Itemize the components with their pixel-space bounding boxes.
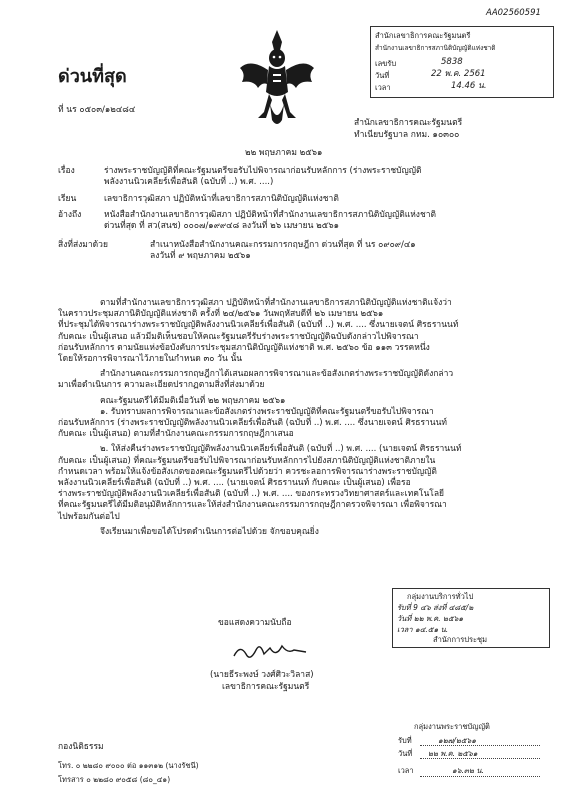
paragraph-line: ๑. รับทราบผลการพิจารณาและข้อสังเกตร่างพระราชบัญญัติที่คณะรัฐมนตรีขอรับไปพิจารณา bbox=[100, 406, 434, 417]
sender-organization: สำนักเลขาธิการคณะรัฐมนตรี bbox=[354, 118, 463, 128]
paragraph-3 bbox=[58, 396, 528, 407]
paragraph-4 bbox=[58, 407, 528, 441]
paragraph-6 bbox=[58, 527, 528, 538]
stamp3-time-value: ๑๖.๓๒ น. bbox=[452, 766, 484, 775]
stamp-time-label: เวลา bbox=[375, 83, 391, 92]
to-value: เลขาธิการวุฒิสภา ปฏิบัติหน้าที่เลขาธิการสภานิติบัญญัติแห่งชาติ bbox=[104, 194, 339, 204]
stamp-number: 5838 bbox=[441, 57, 463, 67]
paragraph-2 bbox=[58, 369, 528, 391]
paragraph-line: ตามที่สำนักงานเลขาธิการวุฒิสภา ปฏิบัติหน้าที่สำนักงานเลขาธิการสภานิติบัญญัติแห่งชาติแจ้งว่า bbox=[100, 298, 452, 308]
paragraph-line: ก่อนรับหลักการ ตามนัยแห่งข้อบังคับการประชุมสภานิติบัญญัติแห่งชาติ พ.ศ. ๒๕๖๐ ข้อ ๑๑๓ วรรคหนึ่ง bbox=[58, 342, 430, 353]
paragraph-line: ในคราวประชุมสภานิติบัญญัติแห่งชาติ ครั้งที่ ๒๔/๒๕๖๑ วันพฤหัสบดีที่ ๒๖ เมษายน ๒๕๖๑ bbox=[58, 309, 384, 320]
paragraph-line: คณะรัฐมนตรีได้มีมติเมื่อวันที่ ๒๒ พฤษภาคม ๒๕๖๑ bbox=[100, 395, 286, 406]
stamp2-time: เวลา ๑๔.๕๑ น. bbox=[397, 625, 449, 634]
footer-fax: โทรสาร ๐ ๒๒๘๐ ๙๐๕๘ (๘๐_๔๑) bbox=[58, 775, 171, 784]
signer-name: (นายธีระพงษ์ วงศ์ศิวะวิลาส) bbox=[210, 670, 314, 680]
header-fields bbox=[58, 166, 538, 264]
stamp2-office: กลุ่มงานบริการทั่วไป bbox=[407, 592, 474, 601]
stamp-agency: สำนักเลขาธิการคณะรัฐมนตรี bbox=[375, 31, 471, 40]
stamp-date: 22 พ.ค. 2561 bbox=[431, 69, 486, 79]
reference-row bbox=[58, 210, 538, 234]
paragraph-line: สำนักงานคณะกรรมการกฤษฎีกาได้เสนอผลการพิจารณาและข้อสังเกตร่างพระราชบัญญัติดังกล่าว bbox=[100, 369, 454, 380]
signature bbox=[230, 640, 310, 666]
paragraph-line: ก่อนรับหลักการ (ร่างพระราชบัญญัติพลังงานนิวเคลียร์เพื่อสันติ (ฉบับที่ ..) พ.ศ. .... ซึ่งนายเจตน์ ศิรธรานนท์ bbox=[58, 418, 448, 429]
stamp3-received-label: รับที่ bbox=[398, 736, 412, 745]
closing: ขอแสดงความนับถือ bbox=[218, 618, 292, 628]
sender-address: ทำเนียบรัฐบาล กทม. ๑๐๓๐๐ bbox=[354, 130, 460, 140]
stamp3-time-label: เวลา bbox=[398, 766, 414, 775]
stamp3-rule bbox=[420, 776, 540, 777]
stamp-date-label: วันที่ bbox=[375, 71, 390, 80]
enclosure-line-2: ลงวันที่ ๙ พฤษภาคม ๒๕๖๑ bbox=[150, 251, 251, 261]
paragraph-line: ที่คณะรัฐมนตรีได้มีมติอนุมัติหลักการและให้ส่งสำนักงานคณะกรรมการกฤษฎีกาตรวจพิจารณา เพื่อพิจารณา bbox=[58, 500, 447, 511]
paragraph-1 bbox=[58, 298, 528, 365]
stamp2-received: รับที่ 9 ๔๖ ส่งที่ ๔๘๕/๒ bbox=[397, 603, 474, 612]
paragraph-line: โดยให้รอการพิจารณาไว้ภายในกำหนด ๓๐ วัน นั้น bbox=[58, 354, 243, 365]
enclosure-row bbox=[58, 240, 538, 264]
enclosure-label: สิ่งที่ส่งมาด้วย bbox=[58, 240, 108, 250]
letter-body bbox=[58, 298, 528, 538]
subject-line-2: พลังงานนิวเคลียร์เพื่อสันติ (ฉบับที่ ..) พ.ศ. ....) bbox=[104, 177, 274, 187]
stamp3-date-value: ๒๒ พ.ค. ๒๕๖๑ bbox=[428, 749, 478, 758]
archive-code: AA02560591 bbox=[486, 8, 541, 18]
document-number: ที่ นร ๐๕๐๓/๑๒๔๘๔ bbox=[58, 105, 136, 115]
stamp3-rule bbox=[420, 745, 540, 746]
meeting-office-stamp bbox=[392, 588, 550, 648]
enclosure-line-1: สำเนาหนังสือสำนักงานคณะกรรมการกฤษฎีกา ด่วนที่สุด ที่ นร ๐๙๐๙/๔๑ bbox=[150, 240, 416, 250]
paragraph-5 bbox=[58, 444, 528, 522]
stamp2-date: วันที่ ๒๒ พ.ค. ๒๕๖๑ bbox=[397, 614, 464, 623]
paragraph-line: กำหนดเวลา พร้อมให้แจ้งข้อสังเกตของคณะรัฐมนตรีไปด้วยว่า ควรชะลอการพิจารณาร่างพระราชบัญญัติ bbox=[58, 466, 437, 477]
stamp-office-line: สำนักงานเลขาธิการสภานิติบัญญัติแห่งชาติ bbox=[375, 44, 496, 52]
to-row bbox=[58, 194, 538, 210]
stamp-time: 14.46 น. bbox=[451, 81, 487, 91]
subject-row bbox=[58, 166, 538, 190]
act-group-stamp bbox=[398, 722, 548, 784]
stamp3-received-value: ๑๒๗/๒๕๖๑ bbox=[438, 736, 477, 745]
to-label: เรียน bbox=[58, 194, 77, 204]
stamp3-office: กลุ่มงานพระราชบัญญัติ bbox=[414, 722, 490, 731]
footer-phone: โทร. ๐ ๒๒๘๐ ๙๐๐๐ ต่อ ๑๑๓๑๒ (นางรัชนี) bbox=[58, 761, 199, 770]
paragraph-line: กับคณะ เป็นผู้เสนอ แล้วมีมติเห็นชอบให้คณะรัฐมนตรีรับร่างพระราชบัญญัติฉบับดังกล่าวไปพิจารณา bbox=[58, 331, 419, 342]
signer-title: เลขาธิการคณะรัฐมนตรี bbox=[222, 682, 310, 692]
paragraph-line: มาเพื่อดำเนินการ ความละเอียดปรากฏตามสิ่งที่ส่งมาด้วย bbox=[58, 380, 265, 391]
stamp-number-label: เลขรับ bbox=[375, 59, 397, 68]
receive-stamp bbox=[370, 26, 554, 98]
paragraph-line: จึงเรียนมาเพื่อขอได้โปรดดำเนินการต่อไปด้วย จักขอบคุณยิ่ง bbox=[100, 526, 319, 537]
footer-department: กองนิติธรรม bbox=[58, 742, 104, 752]
stamp2-department: สำนักการประชุม bbox=[433, 635, 488, 644]
reference-line-1: หนังสือสำนักงานเลขาธิการวุฒิสภา ปฏิบัติหน้าที่สำนักงานเลขาธิการสภานิติบัญญัติแห่งชาติ bbox=[104, 210, 437, 220]
document-date: ๒๒ พฤษภาคม ๒๕๖๑ bbox=[245, 148, 323, 158]
subject-label: เรื่อง bbox=[58, 166, 75, 176]
paragraph-line: ร่างพระราชบัญญัติพลังงานนิวเคลียร์เพื่อสันติ (ฉบับที่ ..) พ.ศ. .... ของกระทรวงวิทยาศาสตร์และเทคโนโลยี bbox=[58, 489, 445, 500]
paragraph-line: พลังงานนิวเคลียร์เพื่อสันติ (ฉบับที่ ..) พ.ศ. .... (นายเจตน์ ศิรธรานนท์ กับคณะ เป็นผู้เสนอ) เพื่อรอ bbox=[58, 478, 411, 489]
paragraph-line: กับคณะ เป็นผู้เสนอ) ตามที่สำนักงานคณะกรรมการกฤษฎีกาเสนอ bbox=[58, 429, 294, 440]
stamp3-date-label: วันที่ bbox=[398, 749, 413, 758]
paragraph-line: ๒. ให้ส่งคืนร่างพระราชบัญญัติพลังงานนิวเคลียร์เพื่อสันติ (ฉบับที่ ..) พ.ศ. .... (นายเจตน์ ศิรธรานนท์ bbox=[100, 444, 462, 455]
paragraph-line: ไปพร้อมกันต่อไป bbox=[58, 511, 120, 522]
subject-line-1: ร่างพระราชบัญญัติที่คณะรัฐมนตรีขอรับไปพิจารณาก่อนรับหลักการ (ร่างพระราชบัญญัติ bbox=[104, 166, 422, 176]
urgency-label: ด่วนที่สุด bbox=[58, 66, 127, 87]
paragraph-line: กับคณะ เป็นผู้เสนอ) ที่คณะรัฐมนตรีขอรับไปพิจารณาก่อนรับหลักการไปยังสภานิติบัญญัติแห่งชาติภายใน bbox=[58, 455, 436, 466]
reference-line-2: ด่วนที่สุด ที่ สว(สนช) ๐๐๐๗/๑๙๙๔๘ ลงวันที่ ๒๖ เมษายน ๒๕๖๑ bbox=[104, 221, 339, 231]
stamp3-rule bbox=[420, 758, 540, 759]
reference-label: อ้างถึง bbox=[58, 210, 82, 220]
paragraph-line: ที่ประชุมได้พิจารณาร่างพระราชบัญญัติพลังงานนิวเคลียร์เพื่อสันติ (ฉบับที่ ..) พ.ศ. .... ซึ่งนายเจตน์ ศิรธรานนท์ bbox=[58, 320, 459, 331]
garuda-emblem bbox=[236, 28, 318, 132]
